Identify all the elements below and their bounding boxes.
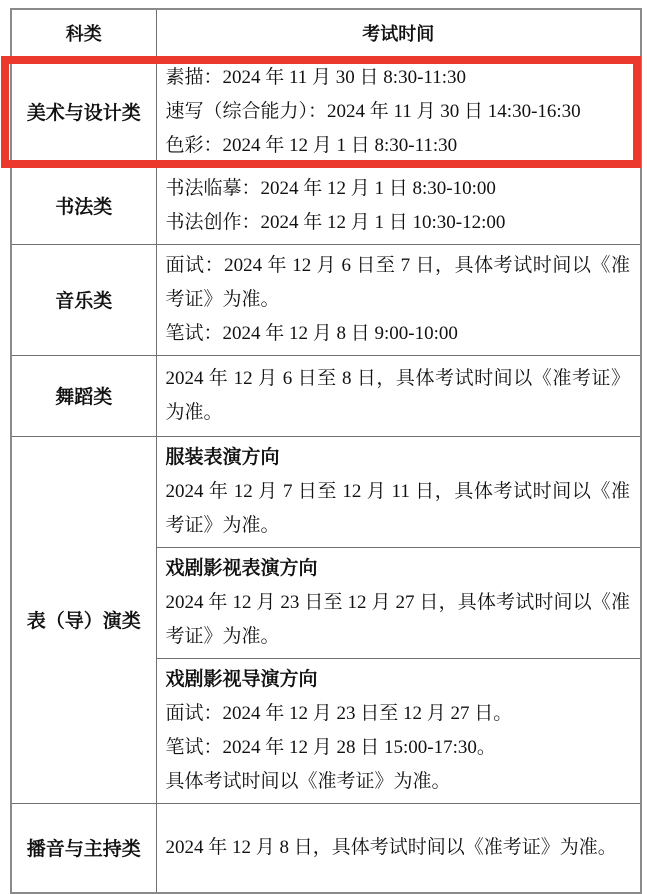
time-line: 2024 年 12 月 7 日至 12 月 11 日，具体考试时间以《准考证》为准。 (165, 480, 630, 536)
direction-title: 戏剧影视表演方向 (165, 557, 318, 579)
time-line: 2024 年 12 月 23 日至 12 月 27 日，具体考试时间以《准考证》为准。 (165, 591, 630, 647)
time-cell-fine-arts (156, 56, 641, 167)
time-cell-dance (156, 355, 641, 436)
table-row-calligraphy (11, 167, 641, 244)
table-header-row (11, 9, 641, 56)
category-calligraphy: 书法类 (11, 167, 156, 244)
time-cell-drama-acting (156, 547, 641, 658)
category-broadcasting: 播音与主持类 (11, 803, 156, 893)
table-row-music (11, 244, 641, 355)
time-line: 书法临摹：2024 年 12 月 1 日 8:30-10:00 (165, 177, 496, 199)
time-cell-fashion-performance (156, 436, 641, 547)
time-cell-music (156, 244, 641, 355)
header-category: 科类 (11, 9, 156, 56)
time-cell-directing (156, 658, 641, 803)
time-line: 素描：2024 年 11 月 30 日 8:30-11:30 (165, 66, 466, 88)
direction-title: 戏剧影视导演方向 (165, 668, 318, 690)
table-row-performance-fashion (11, 436, 641, 547)
category-fine-arts: 美术与设计类 (11, 56, 156, 167)
time-line: 2024 年 12 月 8 日，具体考试时间以《准考证》为准。 (165, 836, 617, 858)
time-cell-calligraphy (156, 167, 641, 244)
time-line: 笔试：2024 年 12 月 28 日 15:00-17:30。 (165, 736, 496, 758)
time-line: 速写（综合能力）：2024 年 11 月 30 日 14:30-16:30 (165, 100, 581, 122)
table-row-broadcasting (11, 803, 641, 893)
time-line: 2024 年 12 月 6 日至 8 日，具体考试时间以《准考证》为准。 (165, 367, 630, 423)
time-line: 具体考试时间以《准考证》为准。 (165, 770, 451, 792)
time-line: 面试：2024 年 12 月 6 日至 7 日，具体考试时间以《准考证》为准。 (165, 254, 630, 310)
category-dance: 舞蹈类 (11, 355, 156, 436)
table-row-fine-arts (11, 56, 641, 167)
header-exam-time: 考试时间 (156, 9, 641, 56)
time-line: 色彩：2024 年 12 月 1 日 8:30-11:30 (165, 134, 458, 156)
time-line: 书法创作：2024 年 12 月 1 日 10:30-12:00 (165, 211, 506, 233)
exam-schedule-table (10, 8, 642, 894)
time-line: 笔试：2024 年 12 月 8 日 9:00-10:00 (165, 322, 458, 344)
table-row-dance (11, 355, 641, 436)
category-performance: 表（导）演类 (11, 436, 156, 803)
time-line: 面试：2024 年 12 月 23 日至 12 月 27 日。 (165, 702, 513, 724)
time-cell-broadcasting (156, 803, 641, 893)
category-music: 音乐类 (11, 244, 156, 355)
direction-title: 服装表演方向 (165, 446, 280, 468)
